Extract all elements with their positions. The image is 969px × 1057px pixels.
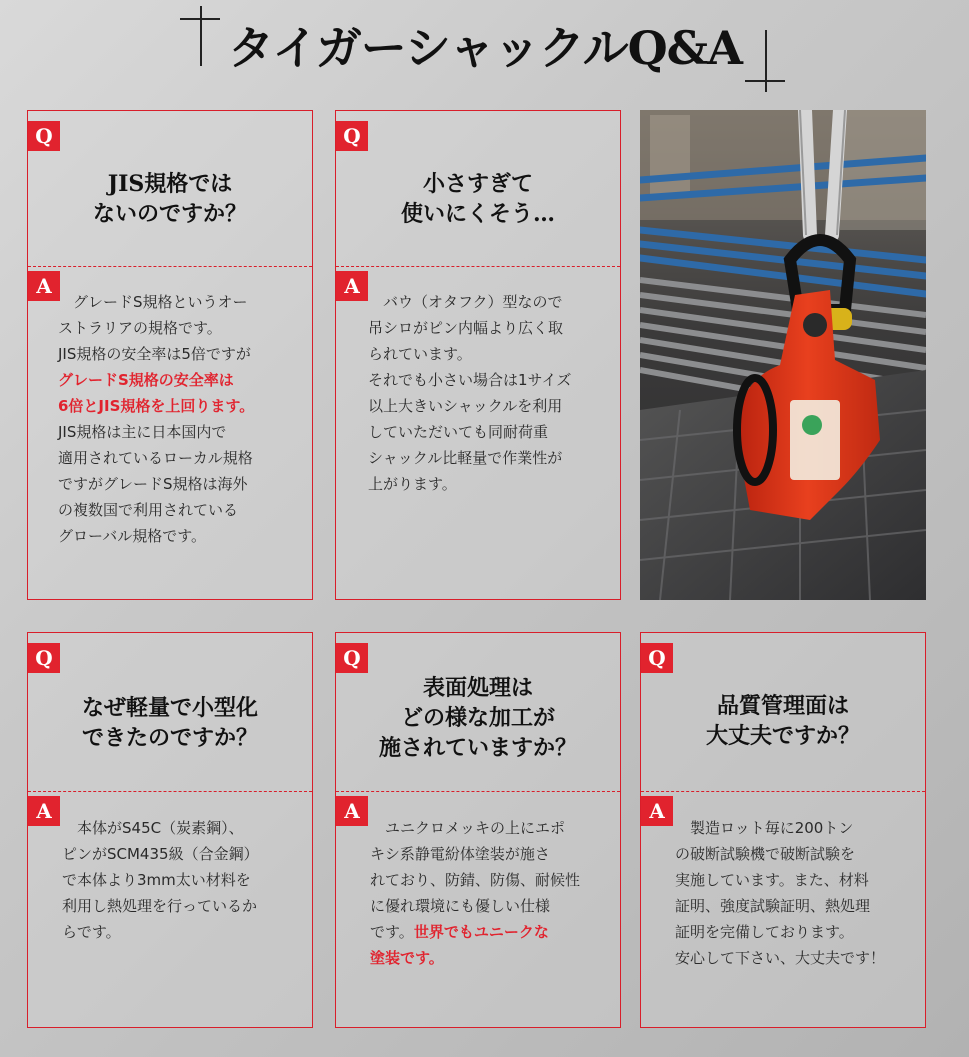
question-text [28, 169, 312, 229]
answer-text [368, 289, 610, 497]
answer-segment: ストラリアの規格です。 [58, 319, 222, 337]
question-text [28, 693, 312, 753]
answer-line [370, 841, 610, 867]
answer-line [675, 945, 915, 971]
answer-line [58, 315, 302, 341]
question-line: 施されていますか？ [378, 735, 577, 761]
answer-tag: A [336, 271, 368, 301]
answer-line [368, 393, 610, 419]
answer-text [370, 815, 610, 971]
answer-segment: 証明、強度試験証明、熱処理 [675, 897, 871, 915]
answer-line [58, 445, 302, 471]
answer-highlight: 世界でもユニークな [413, 923, 549, 941]
qa-divider [28, 791, 312, 792]
answer-segment: の複数国で利用されている [58, 501, 239, 519]
answer-line [58, 497, 302, 523]
answer-line [58, 419, 302, 445]
answer-line [62, 893, 302, 919]
qa-divider [28, 266, 312, 267]
title-corner-mark-right-vertical [765, 30, 767, 92]
answer-segment: ピンがSCM435級（合金鋼） [62, 845, 259, 863]
answer-segment: 本体がS45C（炭素鋼）、 [62, 819, 244, 837]
question-line: できたのですか？ [81, 725, 258, 751]
question-tag: Q [28, 643, 60, 673]
question-line: なぜ軽量で小型化 [81, 695, 258, 721]
question-line: 使いにくそう… [400, 201, 555, 227]
answer-line [58, 367, 302, 393]
question-line: ないのですか？ [92, 201, 247, 227]
answer-segment: 吊シロがピン内幅より広く取 [368, 319, 564, 337]
question-line: 大丈夫ですか？ [705, 723, 860, 749]
title-corner-mark-right-horizontal [745, 80, 785, 82]
answer-line [675, 893, 915, 919]
answer-segment: で本体より3mm太い材料を [62, 871, 251, 889]
answer-segment: 適用されているローカル規格 [58, 449, 253, 467]
qa-card-surface-treatment [335, 632, 621, 1028]
question-tag: Q [336, 643, 368, 673]
answer-line [370, 945, 610, 971]
answer-tag: A [28, 271, 60, 301]
answer-line [58, 471, 302, 497]
answer-segment: ユニクロメッキの上にエポ [370, 819, 566, 837]
answer-segment: シャックル比軽量で作業性が [368, 449, 563, 467]
answer-segment: 上がります。 [368, 475, 457, 493]
question-line: JIS規格では [107, 171, 233, 197]
answer-line [368, 367, 610, 393]
answer-segment: に優れ環境にも優しい仕様 [370, 897, 551, 915]
answer-line [368, 445, 610, 471]
question-line: 表面処理は [422, 675, 533, 701]
answer-segment: 安心して下さい、大丈夫です！ [675, 949, 886, 967]
answer-line [368, 289, 610, 315]
answer-segment: です。 [370, 923, 414, 941]
answer-line [370, 893, 610, 919]
answer-segment: グレードS規格というオー [58, 293, 248, 311]
answer-highlight: グレードS規格の安全率は [58, 371, 234, 389]
answer-line [675, 815, 915, 841]
answer-segment: JIS規格は主に日本国内で [58, 423, 227, 441]
answer-line [368, 341, 610, 367]
question-line: 小さすぎて [422, 171, 533, 197]
answer-segment: ですがグレードS規格は海外 [58, 475, 248, 493]
answer-line [62, 841, 302, 867]
page-header [0, 0, 969, 95]
answer-line [368, 419, 610, 445]
answer-text [675, 815, 915, 971]
answer-highlight: 塗装です。 [370, 949, 444, 967]
answer-line [370, 815, 610, 841]
answer-line [675, 841, 915, 867]
answer-tag: A [641, 796, 673, 826]
answer-segment: 証明を完備しております。 [675, 923, 854, 941]
shackle-lifting-photo [640, 110, 926, 600]
answer-segment: 利用し熱処理を行っているか [62, 897, 258, 915]
answer-line [58, 393, 302, 419]
answer-segment: 以上大きいシャックルを利用 [368, 397, 563, 415]
answer-segment: れており、防錆、防傷、耐候性 [370, 871, 581, 889]
question-text [641, 691, 925, 751]
answer-text [58, 289, 302, 549]
answer-segment: 実施しています。また、材料 [675, 871, 869, 889]
question-text [336, 673, 620, 763]
answer-segment: らです。 [62, 923, 121, 941]
question-tag: Q [641, 643, 673, 673]
answer-segment: それでも小さい場合は1サイズ [368, 371, 572, 389]
answer-tag: A [28, 796, 60, 826]
answer-line [62, 867, 302, 893]
question-tag: Q [28, 121, 60, 151]
answer-line [368, 315, 610, 341]
answer-line [675, 867, 915, 893]
answer-line [62, 815, 302, 841]
answer-line [58, 523, 302, 549]
qa-card-lightweight [27, 632, 313, 1028]
answer-tag: A [336, 796, 368, 826]
qa-card-jis-standard [27, 110, 313, 600]
answer-segment: していただいても同耐荷重 [368, 423, 549, 441]
answer-highlight: 6倍とJIS規格を上回ります。 [58, 397, 255, 415]
product-photo [640, 110, 926, 600]
title-corner-mark-left-vertical [200, 6, 202, 66]
page-title: タイガーシャックルQ&A [228, 21, 742, 75]
qa-card-quality-control [640, 632, 926, 1028]
answer-segment: JIS規格の安全率は5倍ですが [58, 345, 251, 363]
answer-segment: 製造ロット毎に200トン [675, 819, 854, 837]
qa-divider [336, 266, 620, 267]
answer-line [368, 471, 610, 497]
qa-card-size [335, 110, 621, 600]
answer-line [370, 919, 610, 945]
qa-divider [336, 791, 620, 792]
answer-line [675, 919, 915, 945]
answer-text [62, 815, 302, 945]
answer-segment: キシ系静電紛体塗装が施さ [370, 845, 550, 863]
answer-line [58, 289, 302, 315]
question-line: 品質管理面は [716, 693, 849, 719]
qa-divider [641, 791, 925, 792]
answer-line [58, 341, 302, 367]
question-text [336, 169, 620, 229]
answer-segment: られています。 [368, 345, 472, 363]
question-line: どの様な加工が [400, 705, 555, 731]
answer-segment: グローバル規格です。 [58, 527, 207, 545]
question-tag: Q [336, 121, 368, 151]
answer-line [370, 867, 610, 893]
answer-segment: の破断試験機で破断試験を [675, 845, 856, 863]
answer-line [62, 919, 302, 945]
answer-segment: バウ（オタフク）型なので [368, 293, 563, 311]
